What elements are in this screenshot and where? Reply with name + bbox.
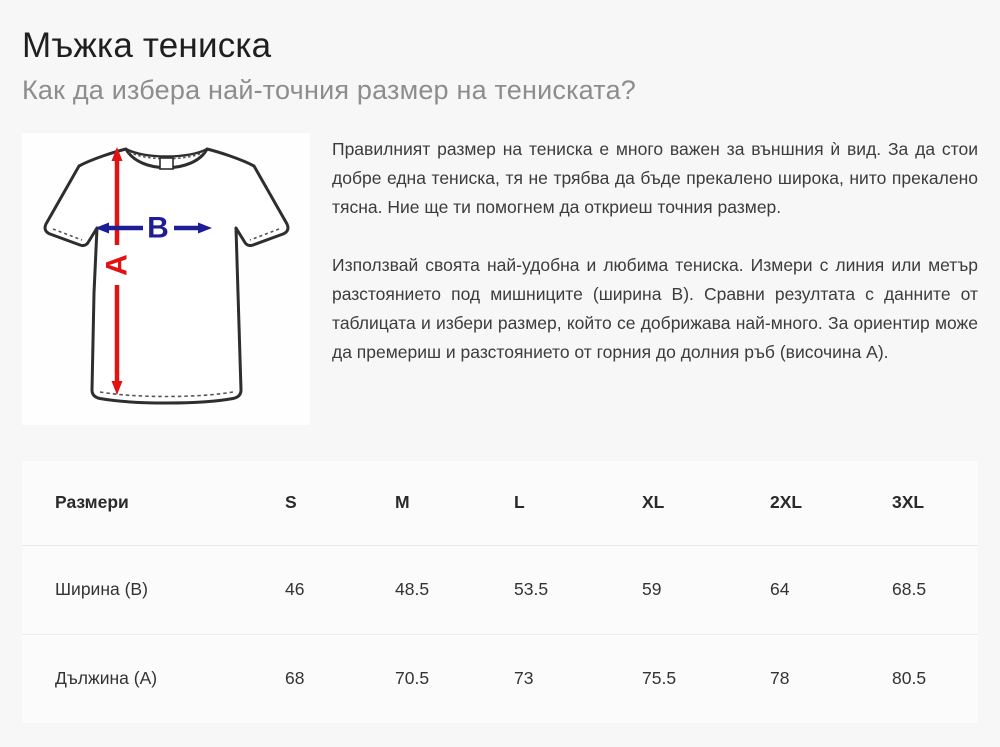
row-label-width: Ширина (B) [55,579,148,599]
length-value-l: 73 [514,668,534,688]
size-table-header-m: M [395,492,410,512]
size-table-header-row [22,461,978,546]
length-value-2xl: 78 [770,668,790,688]
width-value-2xl: 64 [770,579,790,599]
tshirt-diagram-image [22,133,310,425]
tshirt-outline [45,149,288,403]
page-title: Мъжка тениска [22,26,272,65]
page-subtitle: Как да избера най-точния размер на тениската? [22,75,636,105]
size-table [22,461,978,723]
intro-paragraph-2: Използвай своята най-удобна и любима тениска. Измери с линия или метър разстоянието под мишниците (ширина B). Сравни резултата с данните от таблицата и избери размер, който се добрижава най-много. За ориентир може да премериш и разстоянието от горния до долния ръб (височина A). [332,255,978,362]
intro-paragraph-1: Правилният размер на тениска е много важен за външния ѝ вид. За да стои добре една тениска, тя не трябва да бъде прекалено широка, нито прекалено тясна. Ние ще ти помогнем да откриеш точния размер. [332,139,978,217]
length-value-3xl: 80.5 [892,668,927,688]
width-value-l: 53.5 [514,579,549,599]
table-row-length [22,635,978,723]
width-value-3xl: 68.5 [892,579,927,599]
intro-text [332,133,978,425]
length-label: A [100,254,134,276]
length-value-m: 70.5 [395,668,430,688]
tshirt-measurement-diagram [22,133,310,425]
length-value-s: 68 [285,668,305,688]
width-value-xl: 59 [642,579,662,599]
width-label: B [147,211,169,245]
size-table-header-s: S [285,492,297,512]
size-table-header-sizes: Размери [55,492,129,512]
intro-section [22,133,978,425]
width-value-s: 46 [285,579,305,599]
size-table-header-xl: XL [642,492,665,512]
size-table-header-l: L [514,492,525,512]
size-table-header-2xl: 2XL [770,492,803,512]
size-table-header-3xl: 3XL [892,492,925,512]
table-row-width [22,546,978,635]
row-label-length: Дължина (A) [55,668,158,688]
width-value-m: 48.5 [395,579,430,599]
tshirt-label-tag [160,158,173,169]
length-value-xl: 75.5 [642,668,677,688]
